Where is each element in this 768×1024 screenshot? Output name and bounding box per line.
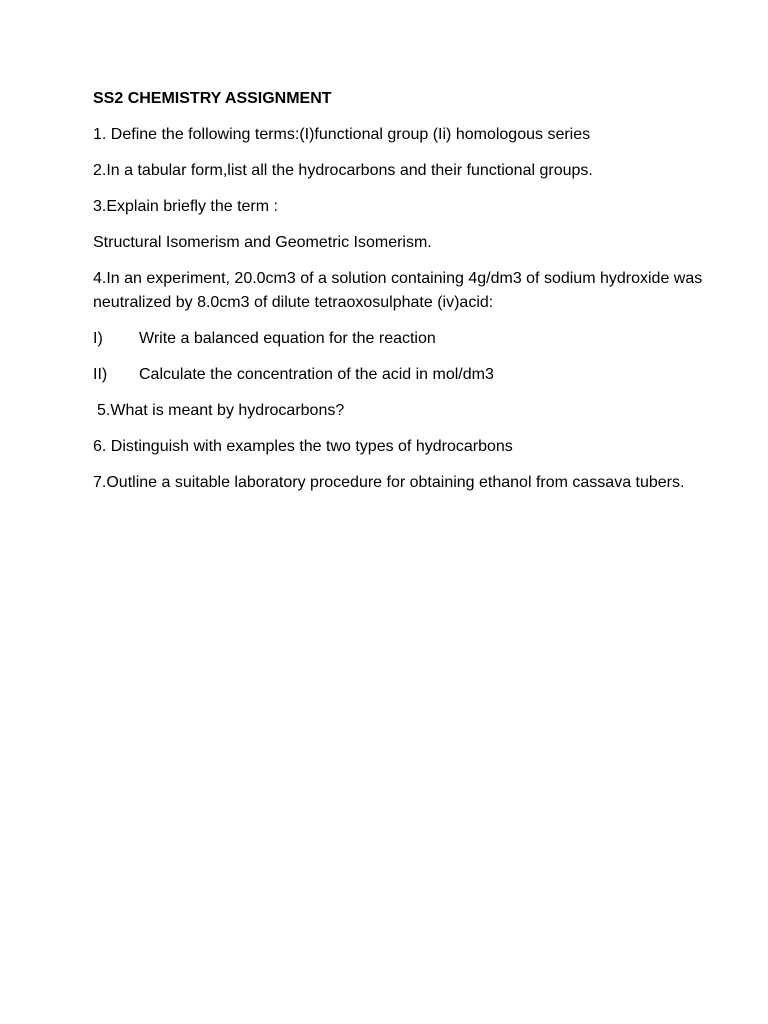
part-number: I) bbox=[93, 330, 103, 347]
question-2: 2.In a tabular form,list all the hydrocarbons and their functional groups. bbox=[93, 162, 593, 179]
part-number: II) bbox=[93, 366, 108, 383]
question-7: 7.Outline a suitable laboratory procedure for obtaining ethanol from cassava tubers. bbox=[93, 474, 685, 491]
document-title: SS2 CHEMISTRY ASSIGNMENT bbox=[93, 90, 332, 107]
part-text: Write a balanced equation for the reaction bbox=[139, 330, 436, 347]
question-3: 3.Explain briefly the term : bbox=[93, 198, 278, 215]
question-6: 6. Distinguish with examples the two types of hydrocarbons bbox=[93, 438, 513, 455]
part-text: Calculate the concentration of the acid in mol/dm3 bbox=[139, 366, 494, 383]
question-4-part-2 bbox=[93, 363, 708, 387]
question-4: 4.In an experiment, 20.0cm3 of a solution containing 4g/dm3 of sodium hydroxide was neutralized by 8.0cm3 of dilute tetraoxosulphate (iv)acid: bbox=[93, 270, 703, 311]
question-3-detail: Structural Isomerism and Geometric Isomerism. bbox=[93, 234, 432, 251]
question-5: 5.What is meant by hydrocarbons? bbox=[97, 402, 345, 419]
question-1: 1. Define the following terms:(I)functional group (Ii) homologous series bbox=[93, 126, 591, 143]
question-4-part-1 bbox=[93, 327, 708, 351]
